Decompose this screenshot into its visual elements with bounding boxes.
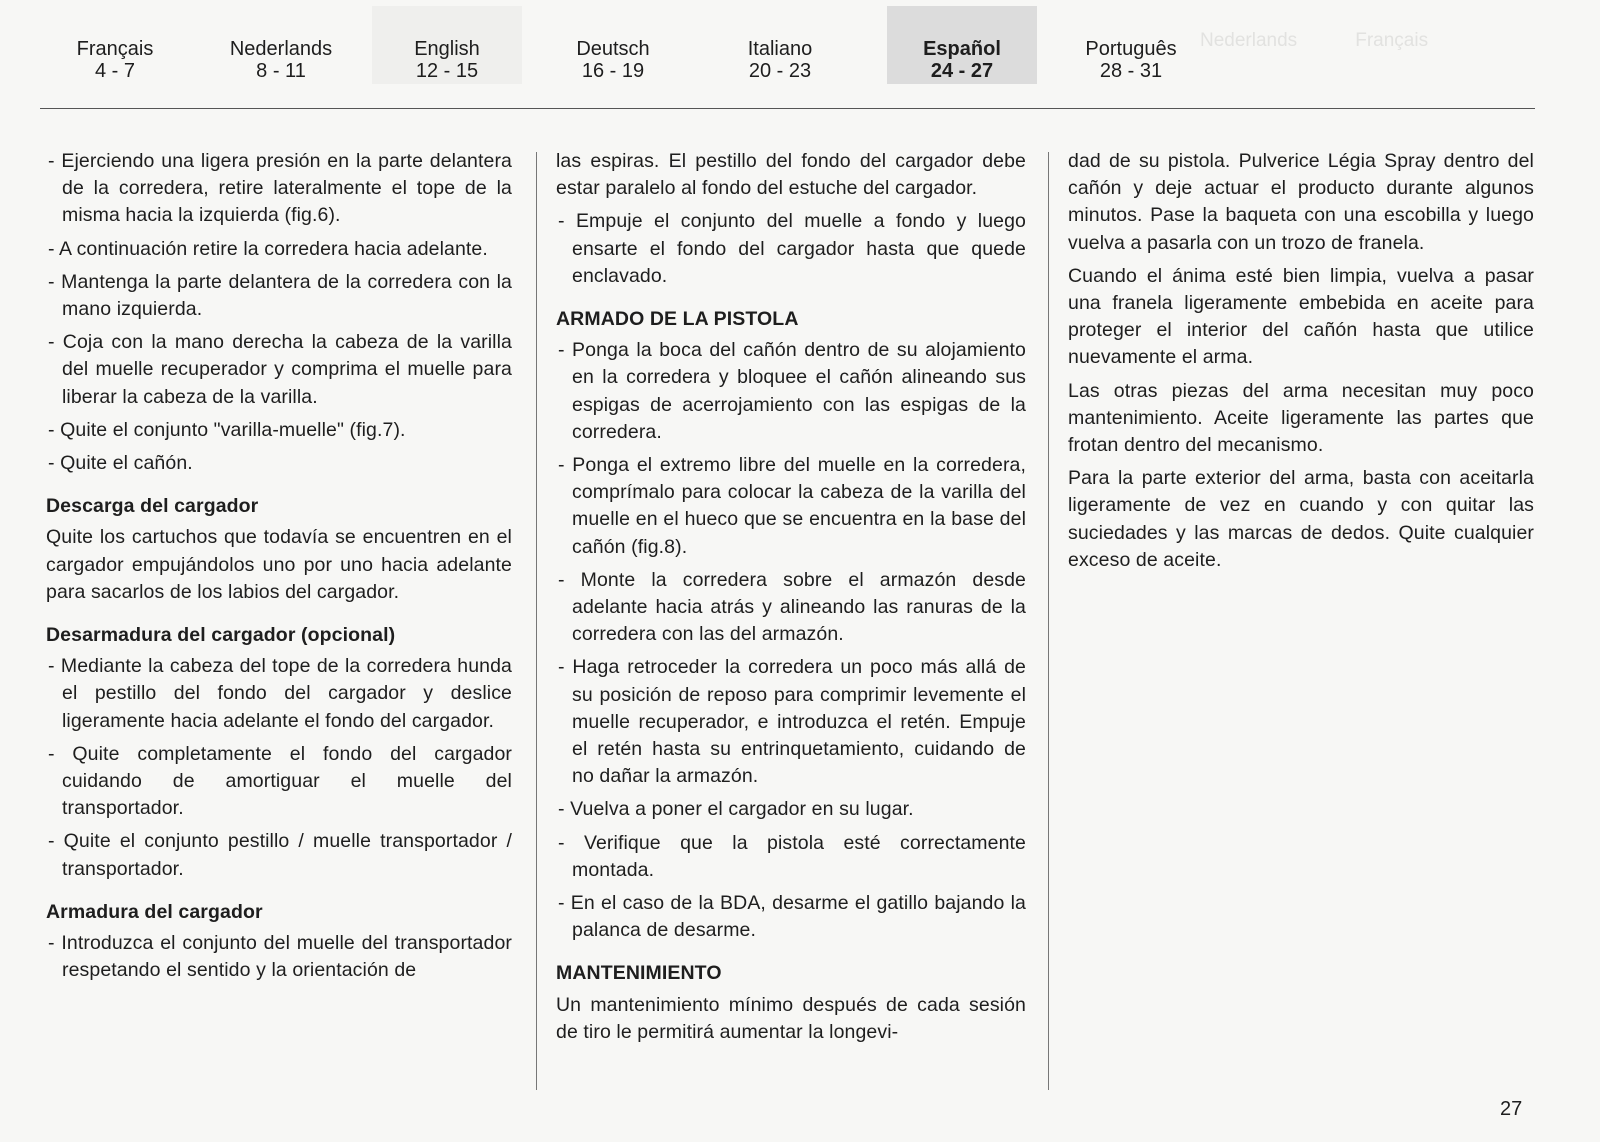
step-item: - Mantenga la parte delantera de la corredera con la mano izquierda. <box>48 270 512 321</box>
tab-label: Italiano <box>747 38 813 60</box>
step-item: - Empuje el conjunto del muelle a fondo y luego ensarte el fondo del cargador hasta que quede enclavado. <box>558 210 1026 287</box>
tab-english[interactable] <box>372 6 522 84</box>
step-item: - Quite el conjunto pestillo / muelle transportador / transportador. <box>48 830 512 880</box>
bleed-through-decoration: Nederlands Français <box>1200 30 1429 51</box>
paragraph: Quite los cartuchos que todavía se encuentren en el cargador empujándolos uno por uno hacia adelante para sacarlos de los labios del cargador. <box>46 526 512 603</box>
step-item: - Quite el cañón. <box>48 452 193 475</box>
paragraph: Las otras piezas del arma necesitan muy poco mantenimiento. Aceite ligeramente las partes que frotan dentro del mecanismo. <box>1068 379 1534 457</box>
tab-pages: 28 - 31 <box>1099 60 1163 82</box>
step-item: - Vuelva a poner el cargador en su lugar. <box>558 798 914 821</box>
paragraph: Un mantenimiento mínimo después de cada sesión de tiro le permitirá aumentar la longevi- <box>556 993 1026 1043</box>
section-heading: Armadura del cargador <box>46 900 263 923</box>
step-item: - Monte la corredera sobre el armazón desde adelante hacia atrás y alineando las ranuras de la corredera con las del armazón. <box>558 568 1026 646</box>
language-tabs <box>40 6 1540 86</box>
step-item: - Mediante la cabeza del tope de la corredera hunda el pestillo del fondo del cargador y deslice ligeramente hacia adelante el fondo del cargador. <box>48 655 512 732</box>
tab-label: Deutsch <box>576 38 650 60</box>
step-item: - Coja con la mano derecha la cabeza de la varilla del muelle recuperador y comprima el muelle para liberar la cabeza de la varilla. <box>48 331 512 408</box>
tab-label: Nederlands <box>229 38 333 60</box>
step-item: - Ponga la boca del cañón dentro de su alojamiento en la corredera y bloquee el cañón alineando sus espigas de acerrojamiento con las espigas de la corredera. <box>558 339 1026 443</box>
tab-espanol[interactable] <box>887 6 1037 84</box>
tab-nederlands[interactable] <box>206 6 356 84</box>
paragraph: Para la parte exterior del arma, basta con aceitarla ligeramente de vez en cuando y con quitar las suciedades y las marcas de dedos. Quite cualquier exceso de aceite. <box>1068 467 1534 571</box>
column-3 <box>1068 148 1534 580</box>
step-item: - Ponga el extremo libre del muelle en la corredera, comprímalo para colocar la cabeza de la varilla del muelle en el hueco que se encuentra en la base del cañón (fig.8). <box>558 454 1026 558</box>
step-item: - En el caso de la BDA, desarme el gatillo bajando la palanca de desarme. <box>558 892 1026 942</box>
tab-portugues[interactable] <box>1056 6 1206 84</box>
section-heading: ARMADO DE LA PISTOLA <box>556 308 799 331</box>
tab-deutsch[interactable] <box>538 6 688 84</box>
tab-label: English <box>414 38 480 60</box>
column-2 <box>556 148 1026 1052</box>
tab-pages: 16 - 19 <box>581 60 645 82</box>
paragraph: las espiras. El pestillo del fondo del cargador debe estar paralelo al fondo del estuche del cargador. <box>556 150 1026 200</box>
tab-pages: 20 - 23 <box>748 60 812 82</box>
tab-pages: 12 - 15 <box>415 60 479 82</box>
section-heading: Descarga del cargador <box>46 495 259 518</box>
step-item: - Quite el conjunto "varilla-muelle" (fig.7). <box>48 418 406 441</box>
paragraph: dad de su pistola. Pulverice Légia Spray dentro del cañón y deje actuar el producto durante algunos minutos. Pase la baqueta con una escobilla y luego vuelva a pasarla con un trozo de franela. <box>1068 150 1534 254</box>
column-1 <box>46 148 512 990</box>
header-rule <box>40 108 1535 109</box>
tab-pages: 24 - 27 <box>930 60 994 82</box>
step-item: - Quite completamente el fondo del cargador cuidando de amortiguar el muelle del transportador. <box>48 742 512 820</box>
tab-label: Português <box>1085 38 1177 60</box>
step-item: - Verifique que la pistola esté correctamente montada. <box>558 831 1026 881</box>
step-item: - Haga retroceder la corredera un poco más allá de su posición de reposo para comprimir levemente el muelle recuperador, e introduzca el retén. Empuje el retén hasta su entrinquetamiento, cuidando de no dañar la armazón. <box>558 656 1026 788</box>
step-item: - A continuación retire la corredera hacia adelante. <box>48 237 488 260</box>
tab-pages: 4 - 7 <box>94 60 136 82</box>
section-heading: Desarmadura del cargador (opcional) <box>46 624 396 647</box>
tab-pages: 8 - 11 <box>256 60 306 82</box>
step-item: - Introduzca el conjunto del muelle del transportador respetando el sentido y la orientación de <box>48 932 512 982</box>
section-heading: MANTENIMIENTO <box>556 962 722 985</box>
paragraph: Cuando el ánima esté bien limpia, vuelva a pasar una franela ligeramente embebida en aceite para proteger el interior del cañón hasta que utilice nuevamente el arma. <box>1068 264 1534 369</box>
page-number: 27 <box>1500 1098 1523 1120</box>
tab-italiano[interactable] <box>705 6 855 84</box>
tab-francais[interactable] <box>40 6 190 84</box>
column-divider <box>1048 152 1049 1090</box>
step-item: - Ejerciendo una ligera presión en la parte delantera de la corredera, retire lateralmente el tope de la misma hacia la izquierda (fig.6). <box>48 150 512 227</box>
tab-label: Español <box>923 38 1001 60</box>
column-divider <box>536 152 537 1090</box>
tab-label: Français <box>76 38 154 60</box>
